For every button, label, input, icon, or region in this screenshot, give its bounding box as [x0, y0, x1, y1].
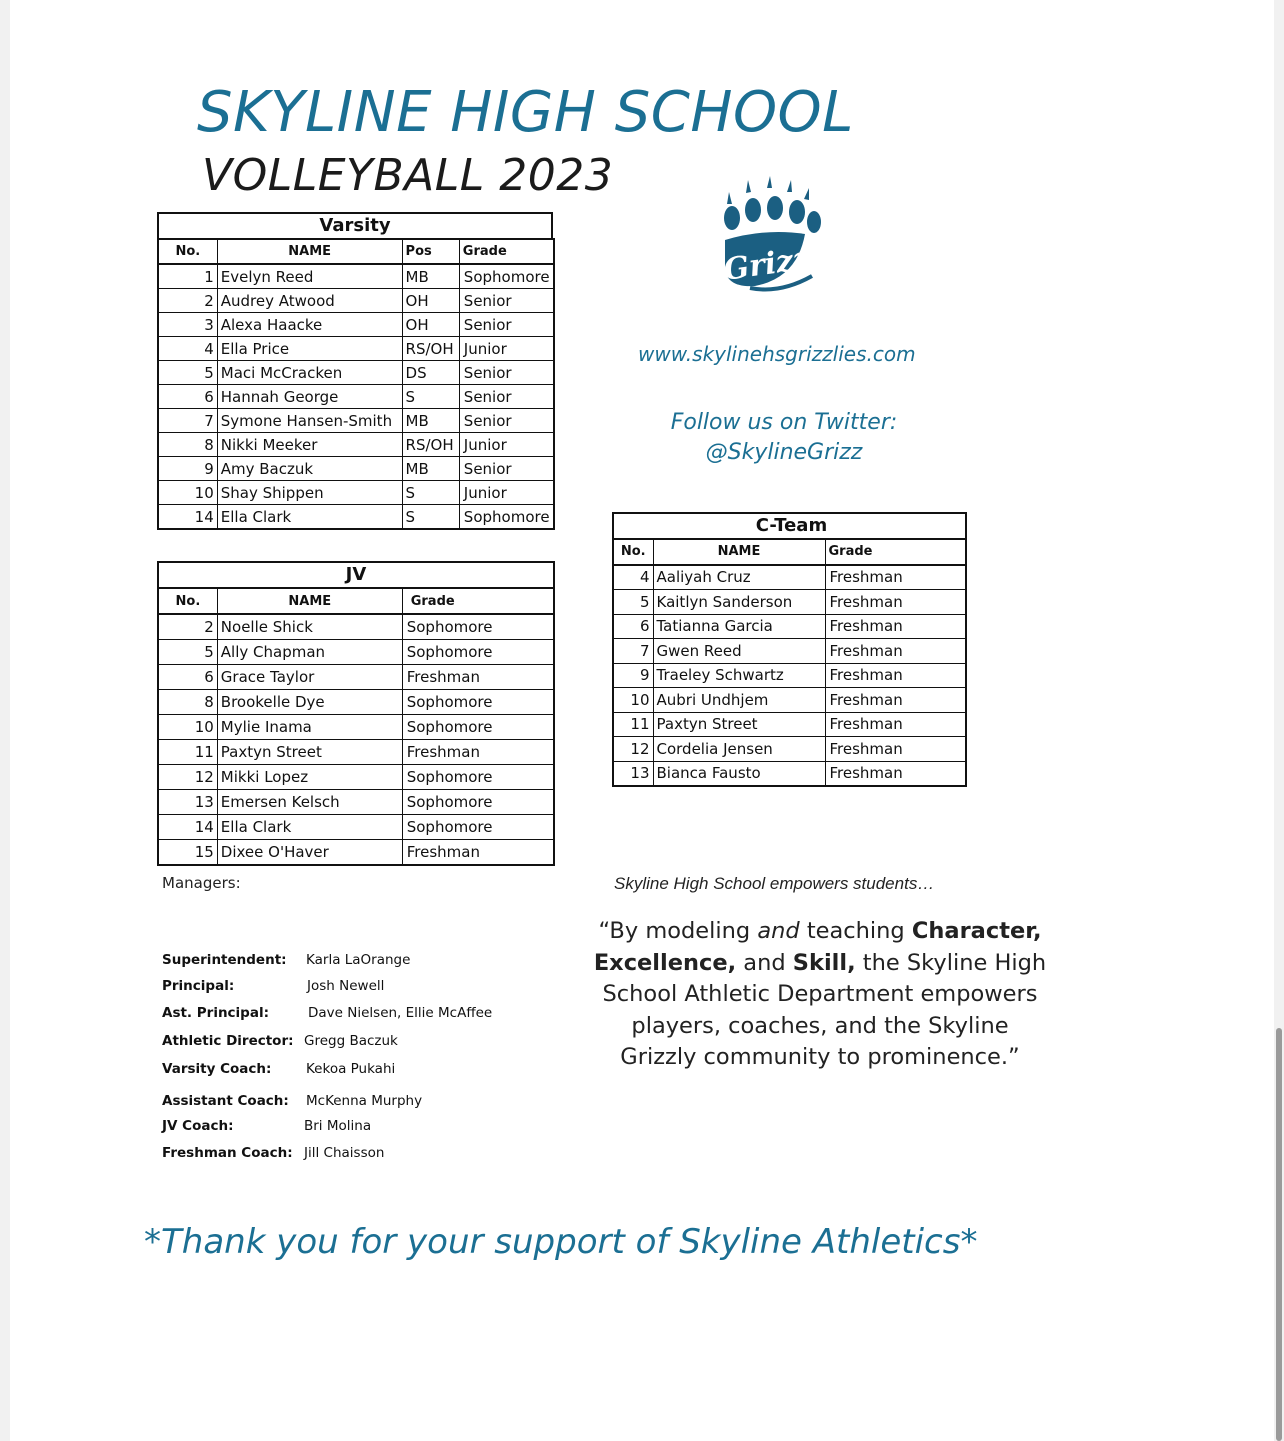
player-number: 2	[158, 614, 217, 640]
cteam-row	[613, 712, 966, 737]
player-grade: Freshman	[402, 740, 554, 765]
player-position: MB	[402, 409, 459, 433]
player-number: 6	[158, 385, 217, 409]
quote-part: “By modeling	[598, 918, 758, 944]
player-grade: Sophomore	[402, 815, 554, 840]
header-grade: Grade	[825, 539, 966, 565]
staff-name: Josh Newell	[307, 978, 385, 994]
player-name: Hannah George	[217, 385, 402, 409]
varsity-header-row	[158, 239, 554, 264]
cteam-row	[613, 663, 966, 688]
player-grade: Freshman	[825, 565, 966, 590]
player-name: Symone Hansen-Smith	[217, 409, 402, 433]
player-position: OH	[402, 313, 459, 337]
header-no: No.	[613, 539, 653, 565]
player-number: 8	[158, 433, 217, 457]
player-position: S	[402, 385, 459, 409]
mission-quote	[590, 916, 1050, 1074]
staff-name: Gregg Baczuk	[304, 1033, 398, 1049]
player-grade: Sophomore	[402, 765, 554, 790]
player-number: 14	[158, 505, 217, 530]
staff-role: Ast. Principal:	[162, 1005, 269, 1021]
player-grade: Freshman	[402, 665, 554, 690]
player-grade: Freshman	[402, 840, 554, 866]
page-subtitle: VOLLEYBALL 2023	[202, 150, 614, 201]
player-number: 5	[613, 590, 653, 615]
player-grade: Sophomore	[402, 640, 554, 665]
player-name: Traeley Schwartz	[653, 663, 825, 688]
player-grade: Freshman	[825, 712, 966, 737]
player-number: 9	[613, 663, 653, 688]
player-number: 14	[158, 815, 217, 840]
cteam-row	[613, 761, 966, 786]
player-number: 13	[613, 761, 653, 786]
cteam-row	[613, 737, 966, 762]
player-grade: Freshman	[825, 737, 966, 762]
jv-row	[158, 715, 554, 740]
cteam-row	[613, 590, 966, 615]
player-grade: Sophomore	[402, 614, 554, 640]
staff-name: Dave Nielsen, Ellie McAffee	[308, 1005, 493, 1021]
player-name: Shay Shippen	[217, 481, 402, 505]
player-name: Dixee O'Haver	[217, 840, 402, 866]
scrollbar-thumb[interactable]	[1276, 1028, 1282, 1441]
header-no: No.	[158, 239, 217, 264]
cteam-table	[612, 512, 967, 787]
player-grade: Senior	[459, 457, 554, 481]
mission-intro: Skyline High School empowers students…	[614, 874, 935, 893]
jv-caption: JV	[157, 561, 555, 587]
player-position: MB	[402, 264, 459, 289]
varsity-table	[157, 212, 555, 530]
cteam-row	[613, 688, 966, 713]
twitter-block	[650, 408, 918, 468]
jv-row	[158, 740, 554, 765]
player-name: Noelle Shick	[217, 614, 402, 640]
player-name: Grace Taylor	[217, 665, 402, 690]
player-grade: Freshman	[825, 761, 966, 786]
player-grade: Freshman	[825, 663, 966, 688]
player-name: Evelyn Reed	[217, 264, 402, 289]
player-number: 6	[613, 614, 653, 639]
twitter-handle[interactable]: @SkylineGrizz	[705, 440, 863, 465]
player-position: S	[402, 505, 459, 530]
player-name: Ella Price	[217, 337, 402, 361]
header-no: No.	[158, 588, 217, 614]
player-name: Cordelia Jensen	[653, 737, 825, 762]
header-name: NAME	[653, 539, 825, 565]
player-grade: Freshman	[825, 688, 966, 713]
player-grade: Senior	[459, 289, 554, 313]
player-number: 9	[158, 457, 217, 481]
player-name: Amy Baczuk	[217, 457, 402, 481]
website-link[interactable]: www.skylinehsgrizzlies.com	[638, 342, 916, 366]
player-name: Brookelle Dye	[217, 690, 402, 715]
player-grade: Senior	[459, 409, 554, 433]
player-number: 10	[613, 688, 653, 713]
document-page	[10, 0, 1274, 1441]
staff-role: Assistant Coach:	[162, 1093, 289, 1109]
scrollbar-track[interactable]	[1274, 0, 1284, 1441]
player-position: RS/OH	[402, 433, 459, 457]
logo-text: Grizz	[721, 241, 813, 288]
player-name: Emersen Kelsch	[217, 790, 402, 815]
player-name: Paxtyn Street	[217, 740, 402, 765]
jv-row	[158, 665, 554, 690]
quote-and: and	[757, 918, 800, 944]
quote-part: teaching	[799, 918, 912, 944]
player-number: 7	[613, 639, 653, 664]
player-name: Ella Clark	[217, 815, 402, 840]
jv-header-row	[158, 588, 554, 614]
cteam-row	[613, 639, 966, 664]
quote-skill: Skill,	[792, 949, 856, 976]
varsity-row	[158, 481, 554, 505]
player-name: Ally Chapman	[217, 640, 402, 665]
bear-paw-icon	[715, 170, 835, 300]
player-grade: Sophomore	[402, 715, 554, 740]
player-position: RS/OH	[402, 337, 459, 361]
quote-part: and	[736, 949, 793, 976]
player-grade: Freshman	[825, 639, 966, 664]
header-name: NAME	[217, 239, 402, 264]
varsity-row	[158, 337, 554, 361]
player-grade: Senior	[459, 385, 554, 409]
varsity-row	[158, 264, 554, 289]
varsity-row	[158, 505, 554, 530]
player-number: 4	[613, 565, 653, 590]
managers-label: Managers:	[162, 874, 241, 892]
player-name: Gwen Reed	[653, 639, 825, 664]
player-number: 4	[158, 337, 217, 361]
header-name: NAME	[217, 588, 402, 614]
player-grade: Junior	[459, 433, 554, 457]
quote-part: the Skyline High School Athletic Department empowers players, coaches, and the Skyline Grizzly community to prominence.”	[602, 949, 1047, 1070]
player-grade: Junior	[459, 481, 554, 505]
staff-role: Athletic Director:	[162, 1033, 294, 1049]
player-number: 15	[158, 840, 217, 866]
page-title: SKYLINE HIGH SCHOOL	[197, 80, 854, 145]
jv-row	[158, 765, 554, 790]
staff-role: Superintendent:	[162, 952, 287, 968]
header-grade: Grade	[402, 588, 554, 614]
player-position: OH	[402, 289, 459, 313]
twitter-label: Follow us on Twitter:	[670, 410, 898, 435]
player-name: Paxtyn Street	[653, 712, 825, 737]
player-grade: Sophomore	[459, 264, 554, 289]
varsity-row	[158, 361, 554, 385]
player-name: Mikki Lopez	[217, 765, 402, 790]
player-grade: Sophomore	[402, 690, 554, 715]
player-number: 12	[158, 765, 217, 790]
player-name: Kaitlyn Sanderson	[653, 590, 825, 615]
player-name: Aaliyah Cruz	[653, 565, 825, 590]
player-number: 10	[158, 481, 217, 505]
player-number: 6	[158, 665, 217, 690]
jv-row	[158, 815, 554, 840]
player-name: Tatianna Garcia	[653, 614, 825, 639]
header-grade: Grade	[459, 239, 554, 264]
jv-row	[158, 614, 554, 640]
quote-character: Character,	[911, 918, 1042, 944]
staff-name: Karla LaOrange	[306, 952, 411, 968]
cteam-header-row	[613, 539, 966, 565]
jv-table	[157, 561, 555, 866]
cteam-row	[613, 614, 966, 639]
player-name: Aubri Undhjem	[653, 688, 825, 713]
player-grade: Senior	[459, 361, 554, 385]
player-number: 13	[158, 790, 217, 815]
varsity-row	[158, 313, 554, 337]
player-position: S	[402, 481, 459, 505]
staff-role: Varsity Coach:	[162, 1061, 272, 1077]
staff-name: Kekoa Pukahi	[306, 1061, 396, 1077]
player-name: Mylie Inama	[217, 715, 402, 740]
player-number: 1	[158, 264, 217, 289]
player-grade: Freshman	[825, 614, 966, 639]
player-number: 10	[158, 715, 217, 740]
player-number: 2	[158, 289, 217, 313]
player-number: 5	[158, 361, 217, 385]
player-name: Audrey Atwood	[217, 289, 402, 313]
staff-role: Principal:	[162, 978, 235, 994]
player-name: Alexa Haacke	[217, 313, 402, 337]
staff-name: Bri Molina	[304, 1118, 372, 1134]
jv-row	[158, 840, 554, 866]
varsity-row	[158, 457, 554, 481]
cteam-caption: C-Team	[612, 512, 967, 538]
player-number: 11	[158, 740, 217, 765]
player-grade: Sophomore	[402, 790, 554, 815]
player-grade: Junior	[459, 337, 554, 361]
jv-row	[158, 790, 554, 815]
quote-excellence: Excellence,	[593, 949, 737, 976]
staff-role: JV Coach:	[162, 1118, 234, 1134]
staff-role: Freshman Coach:	[162, 1145, 293, 1161]
staff-name: Jill Chaisson	[304, 1145, 385, 1161]
player-grade: Freshman	[825, 590, 966, 615]
varsity-row	[158, 433, 554, 457]
player-number: 7	[158, 409, 217, 433]
varsity-caption: Varsity	[157, 212, 553, 238]
player-number: 12	[613, 737, 653, 762]
grizz-logo	[715, 170, 835, 300]
player-number: 8	[158, 690, 217, 715]
varsity-row	[158, 385, 554, 409]
header-pos: Pos	[402, 239, 459, 264]
player-number: 11	[613, 712, 653, 737]
player-position: DS	[402, 361, 459, 385]
jv-row	[158, 640, 554, 665]
cteam-row	[613, 565, 966, 590]
jv-row	[158, 690, 554, 715]
staff-name: McKenna Murphy	[306, 1093, 423, 1109]
player-position: MB	[402, 457, 459, 481]
player-grade: Sophomore	[459, 505, 554, 530]
player-name: Nikki Meeker	[217, 433, 402, 457]
player-name: Bianca Fausto	[653, 761, 825, 786]
player-number: 5	[158, 640, 217, 665]
varsity-row	[158, 409, 554, 433]
player-name: Ella Clark	[217, 505, 402, 530]
player-name: Maci McCracken	[217, 361, 402, 385]
player-grade: Senior	[459, 313, 554, 337]
thank-you-footer: *Thank you for your support of Skyline Athletics*	[144, 1222, 978, 1262]
player-number: 3	[158, 313, 217, 337]
varsity-row	[158, 289, 554, 313]
